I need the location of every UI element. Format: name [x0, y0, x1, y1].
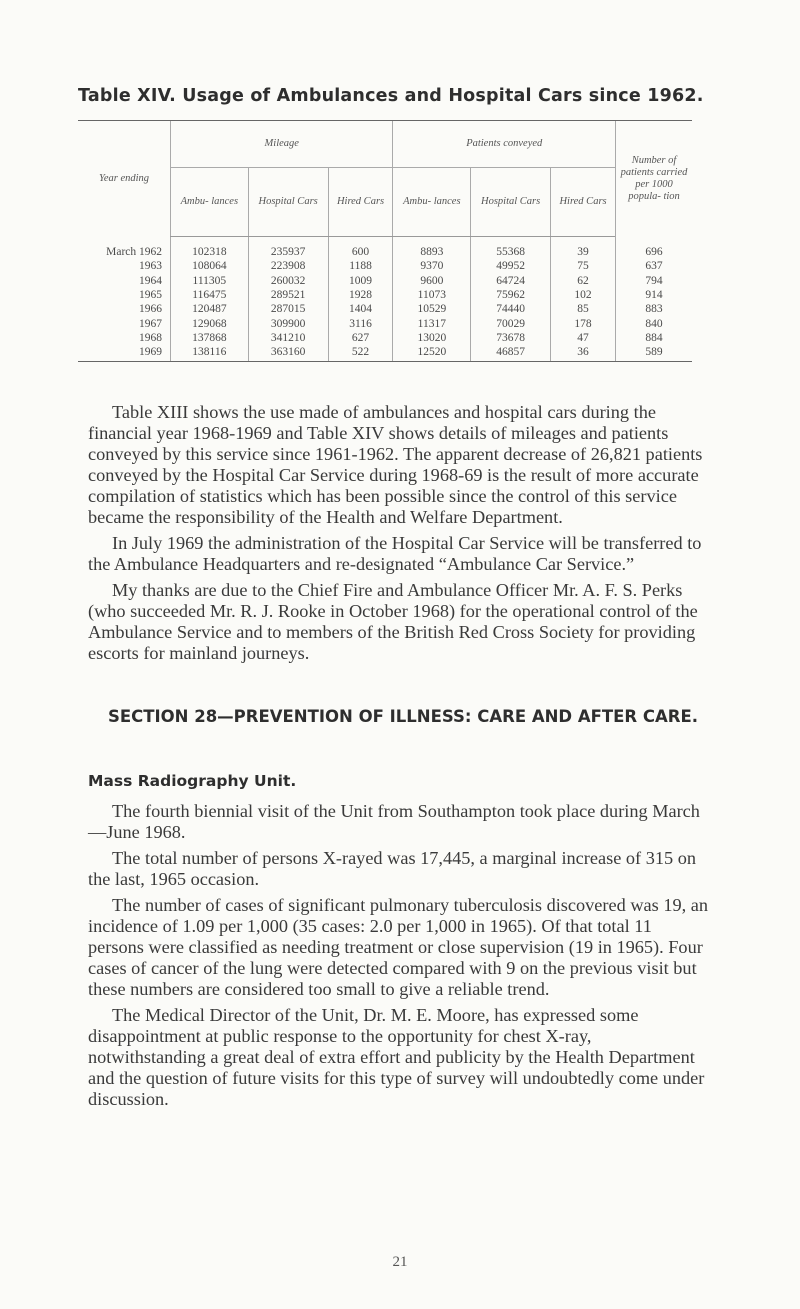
cell-patients-hospital-cars: 74440: [471, 302, 551, 316]
header-per-1000: Number of patients carried per 1000 popula- tion: [616, 121, 693, 237]
header-patients-hired-cars: Hired Cars: [551, 168, 616, 237]
header-mileage: Mileage: [171, 121, 393, 168]
paragraph: In July 1969 the administration of the Hospital Car Service will be transferred to the Ambulance Headquarters and re-designated “Ambulance Car Service.”: [88, 533, 702, 574]
paragraph: My thanks are due to the Chief Fire and Ambulance Officer Mr. A. F. S. Perks (who succeeded Mr. R. J. Rooke in October 1968) for the operational control of the Ambulance Service and to members of the British Red Cross Society for providing escorts for mainland journeys.: [88, 580, 698, 663]
cell-patients-hospital-cars: 75962: [471, 288, 551, 302]
paragraph: The Medical Director of the Unit, Dr. M. E. Moore, has expressed some disappointment at public response to the opportunity for chest X-ray, notwithstanding a great deal of extra effort and publicity by the Health Department and the question of future visits for this type of survey will undoubtedly come under discussion.: [88, 1005, 705, 1109]
cell-patients-ambulances: 13020: [393, 331, 471, 345]
cell-mileage-hospital-cars: 363160: [248, 345, 328, 362]
cell-patients-hired-cars: 178: [551, 316, 616, 330]
cell-patients-hired-cars: 39: [551, 237, 616, 260]
header-patients-hospital-cars: Hospital Cars: [471, 168, 551, 237]
cell-patients-ambulances: 9600: [393, 274, 471, 288]
header-patients-conveyed: Patients conveyed: [393, 121, 616, 168]
paragraph: Table XIII shows the use made of ambulances and hospital cars during the financial year 1968-1969 and Table XIV shows details of mileages and patients conveyed by this service since 1961-1962. The apparent decrease of 26,821 patients conveyed by the Hospital Car Service during 1968-69 is the result of more accurate compilation of statistics which has been possible since the control of this service became the responsibility of the Health and Welfare Department.: [88, 402, 703, 527]
page-number: 21: [392, 1254, 408, 1270]
cell-mileage-ambulances: 108064: [171, 259, 249, 273]
cell-mileage-ambulances: 129068: [171, 316, 249, 330]
cell-patients-hired-cars: 75: [551, 259, 616, 273]
cell-mileage-ambulances: 120487: [171, 302, 249, 316]
cell-mileage-hired-cars: 522: [328, 345, 393, 362]
cell-patients-hired-cars: 47: [551, 331, 616, 345]
cell-year: 1968: [139, 331, 162, 344]
cell-per-1000: 589: [616, 345, 693, 362]
cell-patients-ambulances: 12520: [393, 345, 471, 362]
cell-mileage-ambulances: 137868: [171, 331, 249, 345]
cell-year: 1964: [139, 274, 162, 287]
table-row: [78, 288, 692, 302]
table-row: [78, 302, 692, 316]
header-patients-ambulances: Ambu- lances: [393, 168, 471, 237]
cell-patients-ambulances: 9370: [393, 259, 471, 273]
table-commentary: [88, 402, 708, 669]
cell-mileage-hired-cars: 1404: [328, 302, 393, 316]
header-year: Year ending: [78, 121, 171, 237]
cell-per-1000: 914: [616, 288, 693, 302]
cell-patients-hired-cars: 102: [551, 288, 616, 302]
cell-patients-hospital-cars: 46857: [471, 345, 551, 362]
cell-mileage-hospital-cars: 287015: [248, 302, 328, 316]
cell-patients-ambulances: 8893: [393, 237, 471, 260]
cell-patients-ambulances: 11317: [393, 316, 471, 330]
cell-mileage-hired-cars: 3116: [328, 316, 393, 330]
header-mileage-hired-cars: Hired Cars: [328, 168, 393, 237]
paragraph: The total number of persons X-rayed was 17,445, a marginal increase of 315 on the last, 1965 occasion.: [88, 848, 696, 889]
cell-per-1000: 883: [616, 302, 693, 316]
cell-mileage-hospital-cars: 235937: [248, 237, 328, 260]
cell-patients-hired-cars: 62: [551, 274, 616, 288]
table-row: [78, 331, 692, 345]
ambulance-usage-table: [78, 120, 692, 362]
cell-mileage-ambulances: 111305: [171, 274, 249, 288]
cell-per-1000: 637: [616, 259, 693, 273]
cell-mileage-hired-cars: 600: [328, 237, 393, 260]
table-row: [78, 345, 692, 362]
cell-per-1000: 794: [616, 274, 693, 288]
table-title: Table XIV. Usage of Ambulances and Hospital Cars since 1962.: [78, 86, 704, 106]
cell-year: 1966: [139, 303, 162, 316]
cell-patients-ambulances: 11073: [393, 288, 471, 302]
cell-year: 1963: [139, 260, 162, 273]
table-row: [78, 274, 692, 288]
cell-mileage-hired-cars: 1188: [328, 259, 393, 273]
header-mileage-ambulances: Ambu- lances: [171, 168, 249, 237]
cell-per-1000: 884: [616, 331, 693, 345]
cell-year: 1965: [139, 289, 162, 302]
cell-mileage-ambulances: 116475: [171, 288, 249, 302]
cell-mileage-hired-cars: 627: [328, 331, 393, 345]
cell-mileage-hospital-cars: 260032: [248, 274, 328, 288]
cell-year: March 1962: [106, 245, 162, 258]
cell-patients-hired-cars: 85: [551, 302, 616, 316]
table-row: [78, 316, 692, 330]
section-heading: SECTION 28—PREVENTION OF ILLNESS: CARE AND AFTER CARE.: [107, 707, 698, 726]
cell-patients-hospital-cars: 55368: [471, 237, 551, 260]
table-row: [78, 259, 692, 273]
cell-year: 1967: [139, 317, 162, 330]
paragraph: The number of cases of significant pulmonary tuberculosis discovered was 19, an incidence of 1.09 per 1,000 (35 cases: 2.0 per 1,000 in 1965). Of that total 11 persons were classified as needing treatment or close supervision (19 in 1965). Four cases of cancer of the lung were detected compared with 9 on the previous visit but these numbers are considered too small to give a reliable trend.: [88, 895, 709, 999]
cell-per-1000: 840: [616, 316, 693, 330]
paragraph: The fourth biennial visit of the Unit from Southampton took place during March—June 1968.: [88, 801, 700, 842]
table-row: [78, 237, 692, 260]
cell-patients-hospital-cars: 70029: [471, 316, 551, 330]
cell-mileage-hired-cars: 1928: [328, 288, 393, 302]
cell-patients-hospital-cars: 64724: [471, 274, 551, 288]
cell-per-1000: 696: [616, 237, 693, 260]
header-mileage-hospital-cars: Hospital Cars: [248, 168, 328, 237]
cell-mileage-hospital-cars: 223908: [248, 259, 328, 273]
subheading: Mass Radiography Unit.: [88, 772, 297, 790]
cell-mileage-ambulances: 102318: [171, 237, 249, 260]
cell-mileage-hired-cars: 1009: [328, 274, 393, 288]
cell-patients-hospital-cars: 49952: [471, 259, 551, 273]
cell-patients-hired-cars: 36: [551, 345, 616, 362]
cell-year: 1969: [78, 345, 171, 362]
section-body: [88, 801, 708, 1115]
cell-mileage-hospital-cars: 341210: [248, 331, 328, 345]
cell-patients-hospital-cars: 73678: [471, 331, 551, 345]
cell-mileage-hospital-cars: 309900: [248, 316, 328, 330]
cell-mileage-ambulances: 138116: [171, 345, 249, 362]
cell-mileage-hospital-cars: 289521: [248, 288, 328, 302]
cell-patients-ambulances: 10529: [393, 302, 471, 316]
